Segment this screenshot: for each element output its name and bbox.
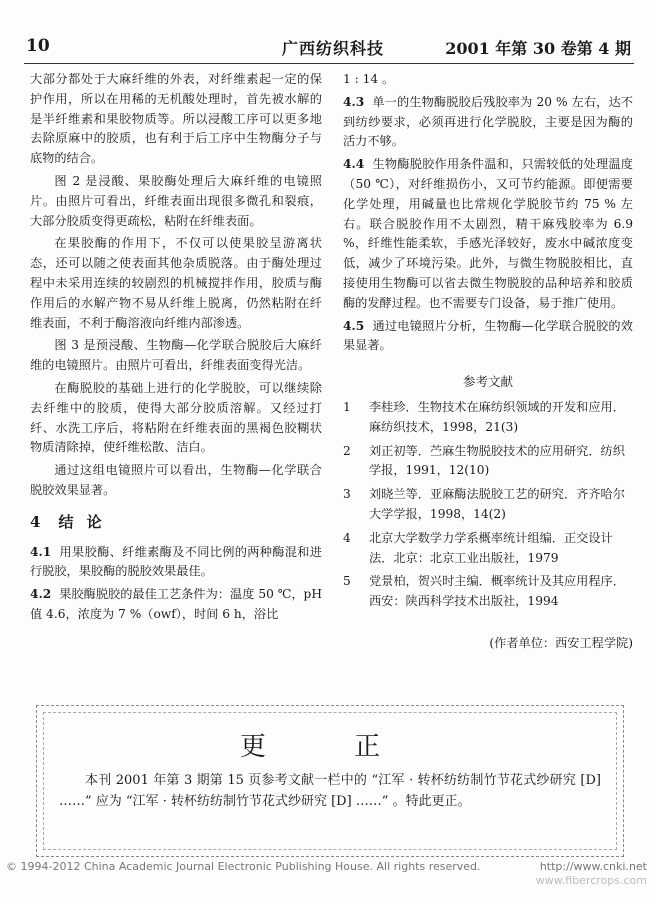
- issue-info: 2001 年第 30 卷第 4 期: [445, 39, 631, 58]
- section-heading: [30, 513, 322, 533]
- conclusion-item: [30, 585, 322, 625]
- left-column: [30, 70, 322, 628]
- erratum-title: 更 正: [239, 732, 421, 762]
- conclusion-item: [343, 93, 633, 152]
- copyright-text: © 1994-2012 China Academic Journal Electronic Publishing House. All rights reserved.: [6, 860, 481, 873]
- reference-number: 4: [343, 530, 351, 545]
- paragraph: 图 2 是浸酸、果胶酶处理后大麻纤维的电镜照片。由照片可看出，纤维表面出现很多微孔和裂痕，大部分胶质变得更疏松，粘附在纤维表面。: [30, 173, 322, 228]
- watermark: www.fibercrops.com: [535, 874, 647, 887]
- reference-text: 李桂珍．生物技术在麻纺织领域的开发和应用．麻纺织技术，1998，21(3): [369, 399, 625, 434]
- paragraph: 通过这组电镜照片可以看出，生物酶—化学联合脱胶效果显著。: [30, 463, 322, 497]
- item-number: 4.5: [343, 318, 365, 333]
- item-text: 生物酶脱胶作用条件温和，只需较低的处理温度（50 ℃），对纤维损伤小，又可节约能源。即便需要化学处理，用碱量也比常规化学脱胶节约 75 % 左右。联合脱胶作用不太剧烈，精干麻残胶率为 6.9 %，纤维性能柔软，手感光泽较好，废水中碱浓度变低，减少了环境污染。此外，与微生物脱胶相比，直接使用生物酶可以省去微生物脱胶的品种培养和胶质酶的发酵过程。也不需要专门设备，易于推广使用。: [343, 157, 633, 310]
- section-title: 结 论: [58, 512, 106, 531]
- paragraph: 图 3 是预浸酸、生物酶—化学联合脱胶后大麻纤维的电镜照片。由照片可看出，纤维表面变得光洁。: [30, 338, 322, 373]
- erratum-text: 本刊 2001 年第 3 期第 15 页参考文献一栏中的 “江军 · 转杯纺纺制竹节花式纱研究 [D] ……” 应为 “江军 · 转杯纺纺制竹节花式纱研究 [D] ……” 。特此更正。: [59, 773, 601, 809]
- header-rule: [24, 63, 634, 64]
- reference-number: 1: [343, 399, 351, 414]
- footer: [6, 860, 651, 873]
- conclusion-item: [343, 155, 633, 313]
- reference-text: 党景柏，贺兴时主编．概率统计及其应用程序．西安：陕西科学技术出版社，1994: [369, 574, 625, 609]
- item-text: 果胶酶脱胶的最佳工艺条件为：温度 50 ℃，pH 值 4.6，浓度为 7 %（owf），时间 6 h，浴比: [30, 587, 322, 621]
- item-number: 4.4: [343, 157, 365, 172]
- reference-item: [343, 442, 633, 482]
- reference-text: 刘晓兰等．亚麻酶法脱胶工艺的研究．齐齐哈尔大学学报，1998，14(2): [369, 487, 625, 521]
- conclusion-item: [30, 543, 322, 583]
- reference-item: [343, 572, 633, 612]
- item-text: 单一的生物酶脱胶后残胶率为 20 % 左右，达不到纺纱要求，必须再进行化学脱胶，主要是因为酶的活力不够。: [343, 94, 633, 149]
- page-header: [0, 36, 655, 58]
- conclusion-item: [343, 317, 633, 357]
- item-number: 4.1: [30, 544, 52, 559]
- reference-number: 3: [343, 487, 351, 502]
- reference-item: [343, 398, 633, 438]
- journal-name: 广西纺织科技: [282, 39, 385, 58]
- footer-url: http://www.cnki.net: [539, 860, 647, 873]
- reference-text: 刘正初等．苎麻生物脱胶技术的应用研究．纺织学报，1991，12(10): [369, 443, 625, 478]
- reference-text: 北京大学数学力学系概率统计组编．正交设计法．北京：北京工业出版社，1979: [369, 530, 613, 565]
- item-text: 用果胶酶、纤维素酶及不同比例的两种酶混和进行脱胶，果胶酶的脱胶效果最佳。: [30, 544, 322, 579]
- erratum-box: [36, 705, 624, 857]
- page-number: 10: [26, 36, 50, 56]
- right-column: [343, 70, 633, 654]
- reference-item: [343, 529, 633, 569]
- continuation-text: 1 : 14 。: [343, 72, 395, 86]
- reference-item: [343, 485, 633, 525]
- references-title: 参考文献: [462, 374, 513, 390]
- paragraph: 在酶脱胶的基础上进行的化学脱胶，可以继续除去纤维中的胶质，使得大部分胶质溶解。又经过打纤、水洗工序后，将粘附在纤维表面的黑褐色胶糊状物质清除掉，使纤维松散、洁白。: [30, 380, 322, 455]
- paragraph: 大部分都处于大麻纤维的外表，对纤维素起一定的保护作用，所以在用稀的无机酸处理时，首先被水解的是半纤维素和果胶物质等。所以浸酸工序可以更多地去除原麻中的胶质，也有利于后工序中生物酶分子与底物的结合。: [30, 72, 322, 166]
- section-number: 4: [30, 512, 45, 531]
- paragraph: 在果胶酶的作用下，不仅可以使果胶呈游离状态，还可以随之使表面其他杂质脱落。由于酶处理过程中未采用连续的较剧烈的机械搅拌作用，胶质与酶作用后的水解产物不易从纤维上脱离，仍然粘附在纤维表面，不利于酶溶液向纤维内部渗透。: [30, 236, 322, 330]
- item-text: 通过电镜照片分析，生物酶—化学联合脱胶的效果显著。: [343, 318, 633, 353]
- reference-number: 2: [343, 443, 351, 458]
- reference-number: 5: [343, 574, 351, 589]
- item-number: 4.3: [343, 94, 365, 109]
- item-number: 4.2: [30, 587, 52, 602]
- author-affiliation: (作者单位：西安工程学院): [489, 635, 633, 650]
